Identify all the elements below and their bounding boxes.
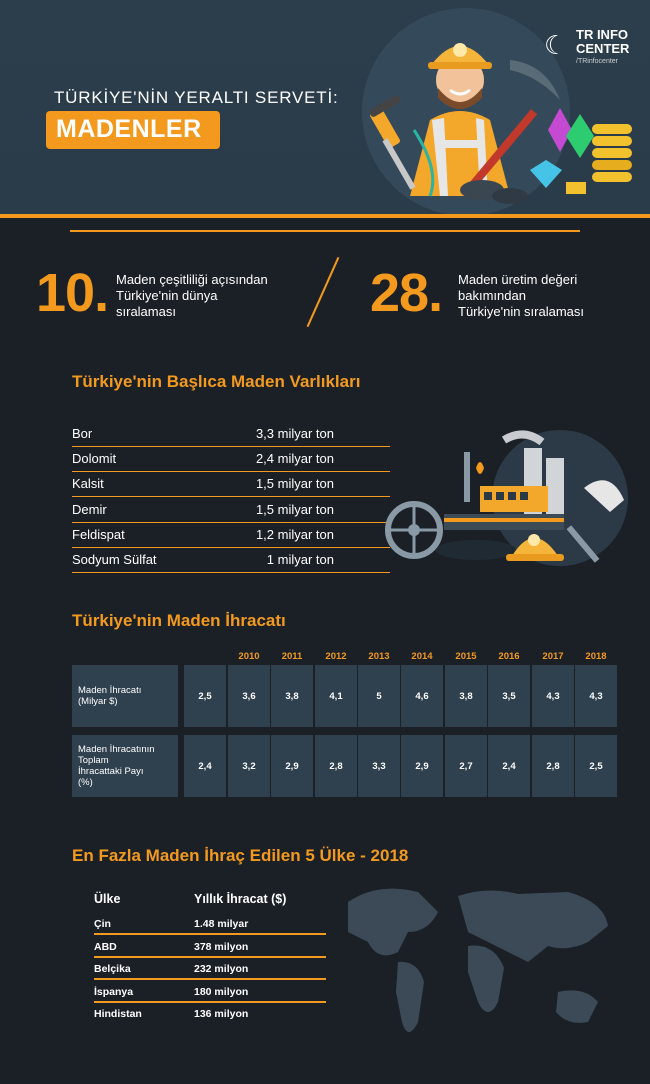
export-cell: 3,2: [228, 735, 270, 797]
world-map-icon: [318, 872, 618, 1062]
year-label: 2011: [281, 651, 303, 662]
rank-desc-production: Maden üretim değeri bakımından Türkiye'nin sıralaması: [458, 272, 585, 319]
country-row: [94, 936, 326, 958]
page-title: MADENLER: [46, 111, 220, 149]
year-label: 2012: [325, 651, 347, 662]
page-subtitle: TÜRKİYE'NİN YERALTI SERVETİ:: [54, 88, 339, 107]
reserve-name: Kalsit: [72, 476, 104, 492]
reserve-row: [72, 422, 390, 447]
value-col-header: Yıllık İhracat ($): [194, 892, 287, 906]
export-share-row-label: Maden İhracatının Toplam İhracattaki Payı (%): [72, 735, 178, 797]
export-cell: 2,9: [271, 735, 313, 797]
reserve-value: 1,5 milyar ton: [255, 501, 334, 517]
export-cell: 3,5: [488, 665, 530, 727]
export-cell: 2,5: [184, 665, 226, 727]
reserve-value: 2,4 milyar ton: [255, 451, 334, 467]
country-export-value: 180 milyon: [194, 985, 249, 998]
year-label: 2018: [585, 651, 607, 662]
section-divider: [70, 230, 580, 232]
country-name: İspanya: [94, 985, 134, 998]
export-cell: 2,5: [575, 735, 617, 797]
reserve-name: Bor: [72, 426, 93, 441]
export-cell: 2,8: [315, 735, 357, 797]
header-banner: [0, 0, 650, 218]
export-cell: 5: [358, 665, 400, 727]
mining-wheel-icon: [388, 504, 440, 556]
export-cell: 3,3: [358, 735, 400, 797]
country-row: [94, 981, 326, 1003]
year-label: 2015: [455, 651, 477, 662]
export-cell: 2,7: [445, 735, 487, 797]
year-label: 2016: [498, 651, 520, 662]
brand-star-icon: ☾: [544, 30, 568, 60]
country-name: ABD: [94, 940, 117, 953]
reserves-title: Türkiye'nin Başlıca Maden Varlıkları: [72, 372, 361, 391]
reserve-row: [72, 523, 390, 548]
year-label: 2013: [368, 651, 390, 662]
rank-desc-diversity: Maden çeşitliliği açısından Türkiye'nin dünya sıralaması: [116, 272, 268, 319]
country-col-header: Ülke: [94, 892, 121, 906]
year-label: 2017: [542, 651, 564, 662]
country-export-value: 378 milyon: [194, 940, 249, 953]
export-cell: 4,3: [575, 665, 617, 727]
export-cell: 2,9: [401, 735, 443, 797]
country-name: Çin: [94, 918, 111, 930]
year-label: 2010: [238, 651, 260, 662]
export-cell: 2,8: [532, 735, 574, 797]
country-row: [94, 1003, 326, 1025]
reserve-value: 1 milyar ton: [266, 552, 334, 567]
export-cell: 4,3: [532, 665, 574, 727]
country-row: [94, 913, 326, 935]
export-cell: 3,8: [271, 665, 313, 727]
country-row: [94, 958, 326, 980]
country-export-value: 1.48 milyar: [194, 918, 249, 930]
exports-title: Türkiye'nin Maden İhracatı: [72, 611, 286, 630]
reserve-row: [72, 472, 390, 497]
reserve-name: Dolomit: [72, 451, 117, 467]
logo-line-1: TR INFO: [576, 27, 628, 42]
country-name: Hindistan: [94, 1008, 142, 1020]
reserve-row: [72, 548, 390, 573]
reserve-value: 3,3 milyar ton: [255, 426, 334, 441]
export-cell: 2,4: [488, 735, 530, 797]
country-name: Belçika: [94, 963, 131, 975]
rank-number-diversity: 10.: [36, 263, 109, 323]
reserve-name: Feldispat: [72, 526, 125, 542]
countries-title: En Fazla Maden İhraç Edilen 5 Ülke - 2018: [72, 846, 409, 865]
export-cell: 4,1: [315, 665, 357, 727]
export-cell: 3,6: [228, 665, 270, 727]
logo-social-handle: /TRinfocenter: [576, 58, 619, 65]
gems-icon: [530, 108, 594, 188]
reserve-name: Sodyum Sülfat: [72, 552, 157, 567]
export-cell: 2,4: [184, 735, 226, 797]
reserve-row: [72, 498, 390, 523]
export-value-row-label: Maden İhracatı (Milyar $): [72, 665, 178, 727]
export-cell: 4,6: [401, 665, 443, 727]
reserve-name: Demir: [72, 501, 107, 517]
reserve-value: 1,5 milyar ton: [255, 476, 334, 492]
reserve-row: [72, 447, 390, 472]
country-export-value: 136 milyon: [194, 1008, 249, 1020]
country-export-value: 232 milyon: [194, 963, 249, 975]
factory-icon: [384, 428, 640, 578]
rank-number-production: 28.: [370, 263, 443, 323]
export-cell: 3,8: [445, 665, 487, 727]
rank-separator: [307, 257, 340, 327]
year-label: 2014: [411, 651, 433, 662]
reserve-value: 1,2 milyar ton: [255, 526, 334, 542]
logo-line-2: CENTER: [576, 41, 630, 56]
